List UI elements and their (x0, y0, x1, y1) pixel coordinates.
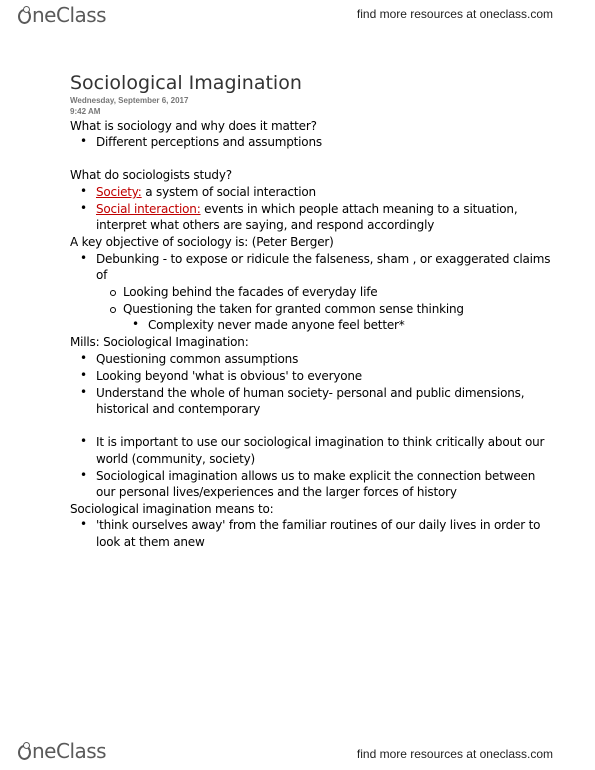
note-line: Sociological imagination allows us to make explicit the connection between (96, 469, 536, 483)
note-line: Questioning the taken for granted common sense thinking (123, 302, 464, 316)
note-line: Looking beyond 'what is obvious' to everyone (96, 369, 362, 383)
note-line: Mills: Sociological Imagination: (70, 335, 249, 349)
note-line: Questioning common assumptions (96, 352, 299, 366)
header-tagline[interactable]: find more resources at oneclass.com (356, 7, 553, 21)
note-date: Wednesday, September 6, 2017 (70, 96, 189, 105)
definition-text: events in which people attach meaning to a situation, (200, 202, 518, 216)
note-line: What do sociologists study? (70, 168, 232, 182)
note-line: interpret what others are saying, and respond accordingly (96, 218, 435, 232)
definition-text: a system of social interaction (141, 185, 316, 199)
sub-bullet-icon (110, 307, 116, 313)
note-line: Understand the whole of human society- personal and public dimensions, (96, 386, 525, 400)
term-social-interaction: Social interaction: (96, 202, 201, 216)
note-line: Debunking - to expose or ridicule the falseness, sham , or exaggerated claims (96, 252, 551, 266)
bullet-icon: • (80, 468, 88, 482)
bullet-icon: • (80, 251, 88, 265)
bullet-icon: • (80, 351, 88, 365)
bullet-icon: • (80, 134, 88, 148)
note-line: world (community, society) (96, 452, 256, 466)
note-line: Sociological imagination means to: (70, 502, 274, 516)
note-line: Looking behind the facades of everyday life (123, 285, 378, 299)
bullet-icon: • (132, 317, 140, 331)
note-line: Complexity never made anyone feel better* (148, 318, 405, 332)
bullet-icon: • (80, 368, 88, 382)
note-line: A key objective of sociology is: (Peter Berger) (70, 235, 334, 249)
note-line: historical and contemporary (96, 402, 261, 416)
sub-bullet-icon (110, 290, 116, 296)
note-line (96, 201, 517, 217)
note-line: 'think ourselves away' from the familiar routines of our daily lives in order to (96, 518, 541, 532)
footer-tagline[interactable]: find more resources at oneclass.com (356, 747, 553, 761)
bullet-icon: • (80, 184, 88, 198)
bullet-icon: • (80, 434, 88, 448)
bullet-icon: • (80, 517, 88, 531)
note-title: Sociological Imagination (70, 72, 302, 94)
bullet-icon: • (80, 201, 88, 215)
oneclass-logo-icon (18, 745, 31, 760)
note-line: look at them anew (96, 535, 205, 549)
note-line (96, 184, 316, 200)
note-line: What is sociology and why does it matter? (70, 119, 317, 133)
note-line: It is important to use our sociological imagination to think critically about our (96, 435, 545, 449)
header-logo[interactable]: neClass (18, 5, 106, 25)
oneclass-logo-icon (18, 9, 31, 24)
note-time: 9:42 AM (70, 107, 101, 116)
bullet-icon: • (80, 385, 88, 399)
note-line: our personal lives/experiences and the larger forces of history (96, 485, 457, 499)
footer-logo[interactable]: neClass (18, 741, 106, 761)
note-line: of (96, 268, 108, 282)
note-line: Different perceptions and assumptions (96, 135, 322, 149)
term-society: Society: (96, 185, 142, 199)
